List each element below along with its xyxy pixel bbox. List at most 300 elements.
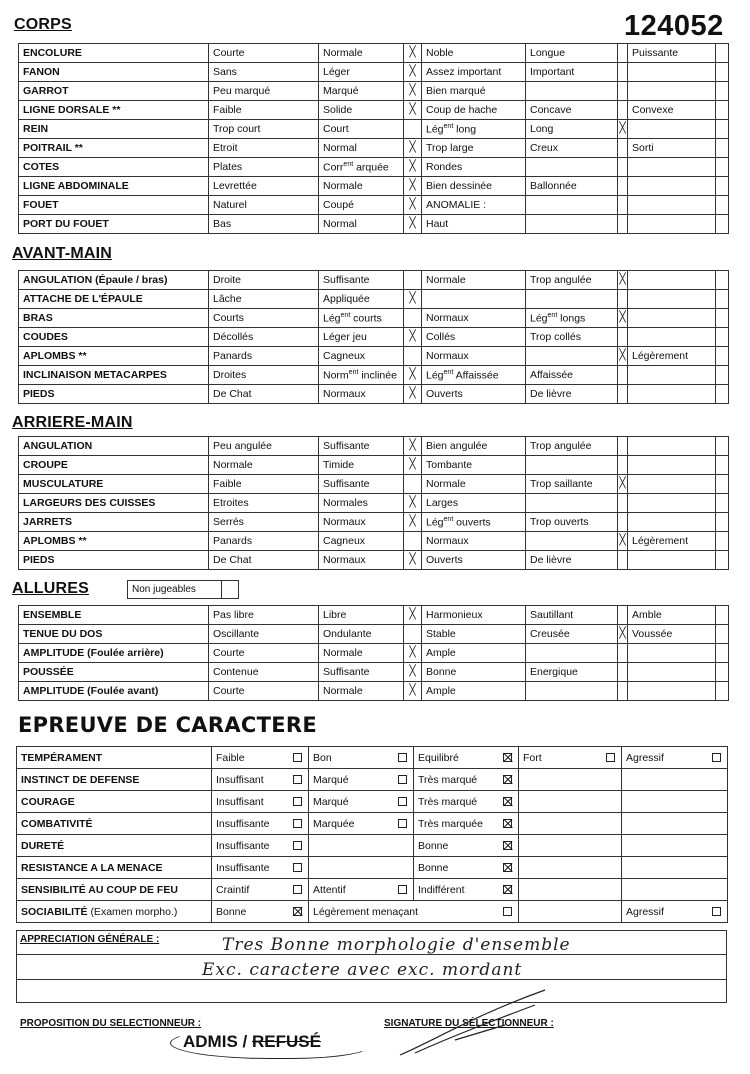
checkbox[interactable] — [712, 907, 721, 916]
empty-cell[interactable] — [628, 158, 716, 177]
checkbox[interactable] — [712, 753, 721, 762]
option-marque[interactable] — [309, 791, 414, 813]
option-insuffisant[interactable] — [212, 791, 309, 813]
option-anomalie[interactable]: ANOMALIE : — [422, 196, 526, 215]
row-label-temperament: TEMPÉRAMENT — [17, 747, 212, 769]
option-ouverts[interactable]: Ouverts — [422, 551, 526, 570]
check-cell[interactable] — [618, 494, 628, 513]
option-leg-ent-ouverts[interactable]: Lég$^{ent}$ ouverts — [422, 513, 526, 532]
check-cell[interactable] — [716, 437, 729, 456]
option-courte[interactable]: Courte — [209, 682, 319, 701]
check-cell[interactable]: ╳ — [404, 663, 422, 682]
empty-cell[interactable] — [519, 769, 622, 791]
option-norm-ent-inclinee[interactable]: Norm$^{ent}$ inclinée — [319, 366, 404, 385]
option-ouverts[interactable]: Ouverts — [422, 385, 526, 404]
empty-cell[interactable] — [526, 682, 618, 701]
check-cell[interactable] — [716, 347, 729, 366]
check-cell[interactable] — [618, 551, 628, 570]
option-long[interactable]: Long — [526, 120, 618, 139]
option-bon[interactable] — [309, 747, 414, 769]
option-leg-ent-affaissee[interactable]: Lég$^{ent}$ Affaissée — [422, 366, 526, 385]
check-cell[interactable] — [716, 63, 729, 82]
option-trop-colles[interactable]: Trop collés — [526, 328, 618, 347]
admis-option[interactable]: ADMIS — [183, 1032, 238, 1051]
check-cell[interactable] — [716, 475, 729, 494]
empty-cell[interactable] — [526, 82, 618, 101]
option-libre[interactable]: Libre — [319, 606, 404, 625]
check-cell[interactable]: ╳ — [404, 494, 422, 513]
empty-cell[interactable] — [622, 813, 728, 835]
option-suffisante[interactable]: Suffisante — [319, 663, 404, 682]
option-haut[interactable]: Haut — [422, 215, 526, 234]
check-cell[interactable] — [618, 606, 628, 625]
option-equilibre[interactable] — [414, 747, 519, 769]
check-cell[interactable]: ╳ — [404, 682, 422, 701]
option-assez-important[interactable]: Assez important — [422, 63, 526, 82]
option-leger-jeu[interactable]: Léger jeu — [319, 328, 404, 347]
option-sans[interactable]: Sans — [209, 63, 319, 82]
check-cell[interactable]: ╳ — [404, 385, 422, 404]
empty-cell[interactable] — [628, 682, 716, 701]
option-coup-de-hache[interactable]: Coup de hache — [422, 101, 526, 120]
checkbox[interactable] — [503, 907, 512, 916]
check-cell[interactable] — [618, 328, 628, 347]
checkbox[interactable] — [293, 841, 302, 850]
option-convexe[interactable]: Convexe — [628, 101, 716, 120]
check-cell[interactable]: ╳ — [404, 437, 422, 456]
empty-cell[interactable] — [526, 532, 618, 551]
empty-cell[interactable] — [526, 290, 618, 309]
option-noble[interactable]: Noble — [422, 44, 526, 63]
option-trop-saillante[interactable]: Trop saillante — [526, 475, 618, 494]
check-cell[interactable]: ╳ — [404, 551, 422, 570]
option-trop-angulee[interactable]: Trop angulée — [526, 271, 618, 290]
check-cell[interactable]: ╳ — [404, 513, 422, 532]
option-plates[interactable]: Plates — [209, 158, 319, 177]
check-cell[interactable]: ╳ — [404, 177, 422, 196]
check-cell[interactable] — [618, 437, 628, 456]
option-courts[interactable]: Courts — [209, 309, 319, 328]
option-concave[interactable]: Concave — [526, 101, 618, 120]
option-normaux[interactable]: Normaux — [422, 532, 526, 551]
option-marque[interactable]: Marqué — [319, 82, 404, 101]
check-cell[interactable]: ╳ — [404, 606, 422, 625]
empty-cell[interactable] — [622, 835, 728, 857]
option-coupe[interactable]: Coupé — [319, 196, 404, 215]
option-legerement[interactable]: Légèrement — [628, 532, 716, 551]
option-solide[interactable]: Solide — [319, 101, 404, 120]
option-leger[interactable]: Léger — [319, 63, 404, 82]
checked-checkbox[interactable] — [503, 775, 512, 784]
option-peu-angulee[interactable]: Peu angulée — [209, 437, 319, 456]
check-cell[interactable]: ╳ — [404, 196, 422, 215]
empty-cell[interactable] — [526, 196, 618, 215]
check-cell[interactable]: ╳ — [404, 456, 422, 475]
check-cell[interactable]: ╳ — [404, 366, 422, 385]
empty-cell[interactable] — [519, 813, 622, 835]
option-normale[interactable]: Normale — [422, 271, 526, 290]
empty-cell[interactable] — [309, 857, 414, 879]
empty-cell[interactable] — [628, 456, 716, 475]
option-courte[interactable]: Courte — [209, 44, 319, 63]
checkbox[interactable] — [398, 753, 407, 762]
option-de-chat[interactable]: De Chat — [209, 551, 319, 570]
option-bas[interactable]: Bas — [209, 215, 319, 234]
empty-cell[interactable] — [526, 456, 618, 475]
option-indifferent[interactable] — [414, 879, 519, 901]
empty-cell[interactable] — [628, 120, 716, 139]
option-larges[interactable]: Larges — [422, 494, 526, 513]
check-cell[interactable] — [716, 494, 729, 513]
checkbox[interactable] — [398, 775, 407, 784]
option-normaux[interactable]: Normaux — [319, 385, 404, 404]
option-leg-ent-longs[interactable]: Lég$^{ent}$ longs — [526, 309, 618, 328]
option-etroit[interactable]: Etroit — [209, 139, 319, 158]
check-cell[interactable] — [716, 366, 729, 385]
option-suffisante[interactable]: Suffisante — [319, 475, 404, 494]
option-normale[interactable]: Normale — [319, 177, 404, 196]
check-cell[interactable] — [404, 120, 422, 139]
option-legerement-menacant[interactable] — [309, 901, 519, 923]
check-cell[interactable] — [716, 456, 729, 475]
empty-cell[interactable] — [519, 835, 622, 857]
option-trop-angulee[interactable]: Trop angulée — [526, 437, 618, 456]
check-cell[interactable] — [618, 385, 628, 404]
check-cell[interactable] — [716, 513, 729, 532]
check-cell[interactable] — [716, 682, 729, 701]
option-insuffisante[interactable] — [212, 835, 309, 857]
option-affaissee[interactable]: Affaissée — [526, 366, 618, 385]
option-trop-large[interactable]: Trop large — [422, 139, 526, 158]
option-contenue[interactable]: Contenue — [209, 663, 319, 682]
option-appliquee[interactable]: Appliquée — [319, 290, 404, 309]
check-cell[interactable]: ╳ — [618, 625, 628, 644]
check-cell[interactable] — [716, 625, 729, 644]
check-cell[interactable] — [618, 82, 628, 101]
empty-cell[interactable] — [519, 879, 622, 901]
check-cell[interactable] — [618, 456, 628, 475]
empty-cell[interactable] — [622, 769, 728, 791]
check-cell[interactable]: ╳ — [618, 475, 628, 494]
option-sorti[interactable]: Sorti — [628, 139, 716, 158]
check-cell[interactable]: ╳ — [618, 120, 628, 139]
non-jugeables-box[interactable] — [127, 580, 239, 599]
option-agressif[interactable] — [622, 747, 728, 769]
checked-checkbox[interactable] — [503, 863, 512, 872]
check-cell[interactable]: ╳ — [404, 44, 422, 63]
option-agressif[interactable] — [622, 901, 728, 923]
empty-cell[interactable] — [526, 215, 618, 234]
check-cell[interactable] — [716, 328, 729, 347]
option-bien-marque[interactable]: Bien marqué — [422, 82, 526, 101]
empty-cell[interactable] — [628, 309, 716, 328]
option-tombante[interactable]: Tombante — [422, 456, 526, 475]
checked-checkbox[interactable] — [503, 841, 512, 850]
option-energique[interactable]: Energique — [526, 663, 618, 682]
option-insuffisant[interactable] — [212, 769, 309, 791]
checkbox[interactable] — [398, 819, 407, 828]
check-cell[interactable]: ╳ — [404, 101, 422, 120]
checked-checkbox[interactable] — [503, 797, 512, 806]
option-droite[interactable]: Droite — [209, 271, 319, 290]
option-normale[interactable]: Normale — [209, 456, 319, 475]
option-ondulante[interactable]: Ondulante — [319, 625, 404, 644]
option-panards[interactable]: Panards — [209, 347, 319, 366]
empty-cell[interactable] — [519, 857, 622, 879]
check-cell[interactable] — [618, 139, 628, 158]
check-cell[interactable]: ╳ — [618, 347, 628, 366]
option-fort[interactable] — [519, 747, 622, 769]
checkbox[interactable] — [293, 863, 302, 872]
option-bien-dessinee[interactable]: Bien dessinée — [422, 177, 526, 196]
checkbox[interactable] — [398, 797, 407, 806]
option-trop-ouverts[interactable]: Trop ouverts — [526, 513, 618, 532]
option-naturel[interactable]: Naturel — [209, 196, 319, 215]
check-cell[interactable]: ╳ — [404, 328, 422, 347]
empty-cell[interactable] — [309, 835, 414, 857]
check-cell[interactable]: ╳ — [404, 82, 422, 101]
check-cell[interactable] — [618, 44, 628, 63]
check-cell[interactable]: ╳ — [404, 290, 422, 309]
option-droites[interactable]: Droites — [209, 366, 319, 385]
check-cell[interactable] — [618, 682, 628, 701]
check-cell[interactable] — [618, 63, 628, 82]
empty-cell[interactable] — [526, 494, 618, 513]
empty-cell[interactable] — [519, 791, 622, 813]
option-serres[interactable]: Serrés — [209, 513, 319, 532]
check-cell[interactable] — [618, 196, 628, 215]
option-attentif[interactable] — [309, 879, 414, 901]
refuse-option[interactable]: REFUSÉ — [251, 1032, 321, 1051]
option-normaux[interactable]: Normaux — [422, 347, 526, 366]
check-cell[interactable]: ╳ — [404, 644, 422, 663]
empty-cell[interactable] — [628, 437, 716, 456]
option-normale[interactable]: Normale — [422, 475, 526, 494]
checked-checkbox[interactable] — [503, 753, 512, 762]
option-lache[interactable]: Lâche — [209, 290, 319, 309]
option-bonne[interactable] — [212, 901, 309, 923]
empty-cell[interactable] — [422, 290, 526, 309]
option-normal[interactable]: Normal — [319, 215, 404, 234]
option-de-lievre[interactable]: De lièvre — [526, 385, 618, 404]
option-legerement[interactable]: Légèrement — [628, 347, 716, 366]
empty-cell[interactable] — [526, 644, 618, 663]
option-peu-marque[interactable]: Peu marqué — [209, 82, 319, 101]
option-voussee[interactable]: Voussée — [628, 625, 716, 644]
option-normaux[interactable]: Normaux — [422, 309, 526, 328]
option-corr-ent-arquee[interactable]: Corr$^{ent}$ arquée — [319, 158, 404, 177]
empty-cell[interactable] — [628, 513, 716, 532]
option-faible[interactable]: Faible — [209, 101, 319, 120]
check-cell[interactable] — [618, 101, 628, 120]
check-cell[interactable] — [716, 44, 729, 63]
check-cell[interactable] — [716, 215, 729, 234]
checkbox[interactable] — [398, 885, 407, 894]
checked-checkbox[interactable] — [293, 907, 302, 916]
option-important[interactable]: Important — [526, 63, 618, 82]
empty-cell[interactable] — [628, 494, 716, 513]
check-cell[interactable] — [716, 120, 729, 139]
empty-cell[interactable] — [628, 385, 716, 404]
checkbox[interactable] — [293, 797, 302, 806]
option-stable[interactable]: Stable — [422, 625, 526, 644]
option-normale[interactable]: Normale — [319, 682, 404, 701]
check-cell[interactable]: ╳ — [618, 532, 628, 551]
option-court[interactable]: Court — [319, 120, 404, 139]
option-ballonnee[interactable]: Ballonnée — [526, 177, 618, 196]
check-cell[interactable]: ╳ — [404, 158, 422, 177]
option-craintif[interactable] — [212, 879, 309, 901]
option-de-lievre[interactable]: De lièvre — [526, 551, 618, 570]
option-faible[interactable] — [212, 747, 309, 769]
empty-cell[interactable] — [526, 158, 618, 177]
checked-checkbox[interactable] — [503, 819, 512, 828]
empty-cell[interactable] — [628, 366, 716, 385]
empty-cell[interactable] — [622, 879, 728, 901]
check-cell[interactable] — [618, 158, 628, 177]
option-faible[interactable]: Faible — [209, 475, 319, 494]
check-cell[interactable] — [618, 513, 628, 532]
option-puissante[interactable]: Puissante — [628, 44, 716, 63]
option-leg-ent-long[interactable]: Lég$^{ent}$ long — [422, 120, 526, 139]
option-normales[interactable]: Normales — [319, 494, 404, 513]
empty-cell[interactable] — [628, 551, 716, 570]
check-cell[interactable] — [716, 663, 729, 682]
option-marquee[interactable] — [309, 813, 414, 835]
option-normaux[interactable]: Normaux — [319, 513, 404, 532]
empty-cell[interactable] — [628, 290, 716, 309]
checkbox[interactable] — [606, 753, 615, 762]
check-cell[interactable]: ╳ — [618, 271, 628, 290]
empty-cell[interactable] — [628, 82, 716, 101]
empty-cell[interactable] — [622, 857, 728, 879]
check-cell[interactable] — [716, 532, 729, 551]
empty-cell[interactable] — [628, 196, 716, 215]
check-cell[interactable] — [716, 158, 729, 177]
check-cell[interactable] — [404, 625, 422, 644]
option-rondes[interactable]: Rondes — [422, 158, 526, 177]
check-cell[interactable] — [716, 290, 729, 309]
option-ample[interactable]: Ample — [422, 644, 526, 663]
empty-cell[interactable] — [628, 215, 716, 234]
option-colles[interactable]: Collés — [422, 328, 526, 347]
option-cagneux[interactable]: Cagneux — [319, 347, 404, 366]
option-insuffisante[interactable] — [212, 857, 309, 879]
option-creusee[interactable]: Creusée — [526, 625, 618, 644]
option-bonne[interactable] — [414, 857, 519, 879]
option-tres-marquee[interactable] — [414, 813, 519, 835]
check-cell[interactable] — [716, 551, 729, 570]
check-cell[interactable] — [716, 139, 729, 158]
check-cell[interactable] — [404, 309, 422, 328]
option-oscillante[interactable]: Oscillante — [209, 625, 319, 644]
option-creux[interactable]: Creux — [526, 139, 618, 158]
option-de-chat[interactable]: De Chat — [209, 385, 319, 404]
empty-cell[interactable] — [628, 328, 716, 347]
check-cell[interactable] — [716, 177, 729, 196]
non-jugeables-checkbox[interactable] — [221, 580, 239, 599]
check-cell[interactable]: ╳ — [404, 215, 422, 234]
option-levrettee[interactable]: Levrettée — [209, 177, 319, 196]
check-cell[interactable] — [618, 366, 628, 385]
empty-cell[interactable] — [628, 63, 716, 82]
check-cell[interactable]: ╳ — [404, 139, 422, 158]
option-panards[interactable]: Panards — [209, 532, 319, 551]
option-normal[interactable]: Normal — [319, 139, 404, 158]
option-decolles[interactable]: Décollés — [209, 328, 319, 347]
check-cell[interactable] — [716, 196, 729, 215]
checkbox[interactable] — [293, 885, 302, 894]
option-marque[interactable] — [309, 769, 414, 791]
empty-cell[interactable] — [628, 177, 716, 196]
check-cell[interactable] — [716, 82, 729, 101]
check-cell[interactable] — [404, 532, 422, 551]
option-ample[interactable]: Ample — [422, 682, 526, 701]
empty-cell[interactable] — [628, 475, 716, 494]
check-cell[interactable] — [404, 475, 422, 494]
check-cell[interactable] — [716, 101, 729, 120]
checkbox[interactable] — [293, 753, 302, 762]
check-cell[interactable]: ╳ — [404, 63, 422, 82]
option-normale[interactable]: Normale — [319, 644, 404, 663]
option-suffisante[interactable]: Suffisante — [319, 271, 404, 290]
option-bonne[interactable] — [414, 835, 519, 857]
option-sautillant[interactable]: Sautillant — [526, 606, 618, 625]
option-timide[interactable]: Timide — [319, 456, 404, 475]
option-suffisante[interactable]: Suffisante — [319, 437, 404, 456]
check-cell[interactable] — [618, 215, 628, 234]
option-leg-ent-courts[interactable]: Lég$^{ent}$ courts — [319, 309, 404, 328]
check-cell[interactable] — [716, 606, 729, 625]
option-amble[interactable]: Amble — [628, 606, 716, 625]
check-cell[interactable] — [618, 644, 628, 663]
check-cell[interactable] — [716, 385, 729, 404]
option-pas-libre[interactable]: Pas libre — [209, 606, 319, 625]
option-trop-court[interactable]: Trop court — [209, 120, 319, 139]
option-bonne[interactable]: Bonne — [422, 663, 526, 682]
option-normale[interactable]: Normale — [319, 44, 404, 63]
option-longue[interactable]: Longue — [526, 44, 618, 63]
checked-checkbox[interactable] — [503, 885, 512, 894]
empty-cell[interactable] — [628, 271, 716, 290]
check-cell[interactable] — [716, 271, 729, 290]
option-tres-marque[interactable] — [414, 791, 519, 813]
option-courte[interactable]: Courte — [209, 644, 319, 663]
check-cell[interactable] — [404, 271, 422, 290]
checkbox[interactable] — [293, 775, 302, 784]
admis-refuse-choice[interactable] — [170, 1027, 370, 1059]
check-cell[interactable] — [716, 309, 729, 328]
option-normaux[interactable]: Normaux — [319, 551, 404, 570]
check-cell[interactable] — [618, 177, 628, 196]
check-cell[interactable] — [618, 290, 628, 309]
check-cell[interactable]: ╳ — [618, 309, 628, 328]
check-cell[interactable] — [618, 663, 628, 682]
option-insuffisante[interactable] — [212, 813, 309, 835]
check-cell[interactable] — [716, 644, 729, 663]
option-cagneux[interactable]: Cagneux — [319, 532, 404, 551]
empty-cell[interactable] — [628, 663, 716, 682]
option-etroites[interactable]: Etroites — [209, 494, 319, 513]
empty-cell[interactable] — [526, 347, 618, 366]
empty-cell[interactable] — [622, 791, 728, 813]
option-tres-marque[interactable] — [414, 769, 519, 791]
check-cell[interactable] — [404, 347, 422, 366]
checkbox[interactable] — [293, 819, 302, 828]
empty-cell[interactable] — [628, 644, 716, 663]
option-harmonieux[interactable]: Harmonieux — [422, 606, 526, 625]
option-bien-angulee[interactable]: Bien angulée — [422, 437, 526, 456]
